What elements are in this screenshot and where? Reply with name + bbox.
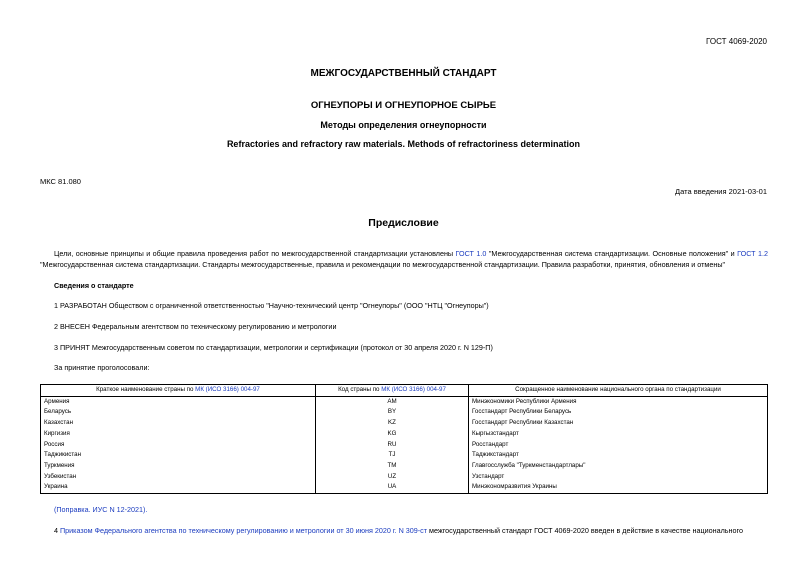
country-cell: Туркмения (41, 461, 316, 472)
mks-code: МКС 81.080 (40, 177, 81, 186)
paragraph-text: "Межгосударственная система стандартизации. Основные положения" и (486, 249, 738, 258)
amendment-link[interactable]: (Поправка. ИУС N 12-2021). (54, 505, 148, 514)
header-country (41, 385, 316, 397)
country-cell: Россия (41, 440, 316, 451)
votes-table (40, 384, 768, 494)
table-row (41, 429, 768, 440)
code-cell: UA (316, 482, 469, 493)
country-cell: Таджикистан (41, 450, 316, 461)
code-cell: RU (316, 440, 469, 451)
body-cell: Минэкономразвития Украины (469, 482, 768, 493)
header-body: Сокращенное наименование национального органа по стандартизации (469, 385, 768, 397)
body-cell: Госстандарт Республики Беларусь (469, 407, 768, 418)
country-cell: Украина (41, 482, 316, 493)
mk-iso-link[interactable]: МК (ИСО 3166) 004-97 (381, 386, 446, 393)
document-subtitle: Методы определения огнеупорности (320, 120, 487, 130)
code-cell: KZ (316, 418, 469, 429)
paragraph-text: межгосударственный стандарт ГОСТ 4069-2020 введен в действие в качестве национального (427, 526, 743, 535)
paragraph-text: Цели, основные принципы и общие правила проведения работ по межгосударственной стандартизации установлены (54, 249, 456, 258)
country-cell: Киргизия (41, 429, 316, 440)
mk-iso-link[interactable]: МК (ИСО 3166) 004-97 (195, 386, 260, 393)
code-cell: KG (316, 429, 469, 440)
country-cell: Узбекистан (41, 472, 316, 483)
intro-date: Дата введения 2021-03-01 (675, 187, 767, 196)
document-title-en: Refractories and refractory raw materials. Methods of refractoriness determination (226, 139, 581, 149)
table-row (41, 407, 768, 418)
body-cell: Главгосслужба "Туркменстандартлары" (469, 461, 768, 472)
table-header-row (41, 385, 768, 397)
code-cell: AM (316, 396, 469, 407)
document-title: ОГНЕУПОРЫ И ОГНЕУПОРНОЕ СЫРЬЕ (310, 100, 497, 111)
table-row (41, 461, 768, 472)
header-code (316, 385, 469, 397)
table-row (41, 450, 768, 461)
code-cell: TM (316, 461, 469, 472)
table-row (41, 482, 768, 493)
item-developed: 1 РАЗРАБОТАН Обществом с ограниченной ответственностью "Научно-технический центр "Огнеупоры" (ООО "НТЦ "Огнеупоры") (54, 301, 489, 310)
voted-label: За принятие проголосовали: (54, 363, 150, 372)
header-text: Краткое наименование страны по (96, 386, 196, 393)
preface-heading: Предисловие (368, 217, 439, 229)
paragraph-text: "Межгосударственная система стандартизации. Стандарты межгосударственные, правила и рекомендации по межгосударственной стандартизации. Правила разработки, принятия, обновления и отмены" (40, 260, 726, 269)
gost-1-2-link[interactable]: ГОСТ 1.2 (737, 249, 768, 258)
table-row (41, 396, 768, 407)
body-cell: Росстандарт (469, 440, 768, 451)
doc-id: ГОСТ 4069-2020 (706, 37, 767, 46)
code-cell: TJ (316, 450, 469, 461)
item-enacted (54, 526, 768, 535)
country-cell: Казахстан (41, 418, 316, 429)
code-cell: BY (316, 407, 469, 418)
paragraph-text: 4 (54, 526, 60, 535)
body-cell: Таджикстандарт (469, 450, 768, 461)
item-adopted: 3 ПРИНЯТ Межгосударственным советом по стандартизации, метрологии и сертификации (протокол от 30 апреля 2020 г. N 129-П) (54, 343, 493, 352)
body-cell: Кыргызстандарт (469, 429, 768, 440)
table-row (41, 472, 768, 483)
code-cell: UZ (316, 472, 469, 483)
body-cell: Минэкономики Республики Армения (469, 396, 768, 407)
country-cell: Беларусь (41, 407, 316, 418)
standard-type: МЕЖГОСУДАРСТВЕННЫЙ СТАНДАРТ (310, 68, 497, 79)
order-link[interactable]: Приказом Федерального агентства по техническому регулированию и метрологии от 30 июня 2020 г. N 309-ст (60, 526, 428, 535)
body-cell: Узстандарт (469, 472, 768, 483)
country-cell: Армения (41, 396, 316, 407)
table-row (41, 440, 768, 451)
table-row (41, 418, 768, 429)
preface-paragraph (40, 248, 768, 270)
gost-1-0-link[interactable]: ГОСТ 1.0 (455, 249, 487, 258)
item-submitted: 2 ВНЕСЕН Федеральным агентством по техническому регулированию и метрологии (54, 322, 337, 331)
header-text: Код страны по (338, 386, 382, 393)
info-heading: Сведения о стандарте (54, 281, 134, 290)
body-cell: Госстандарт Республики Казахстан (469, 418, 768, 429)
